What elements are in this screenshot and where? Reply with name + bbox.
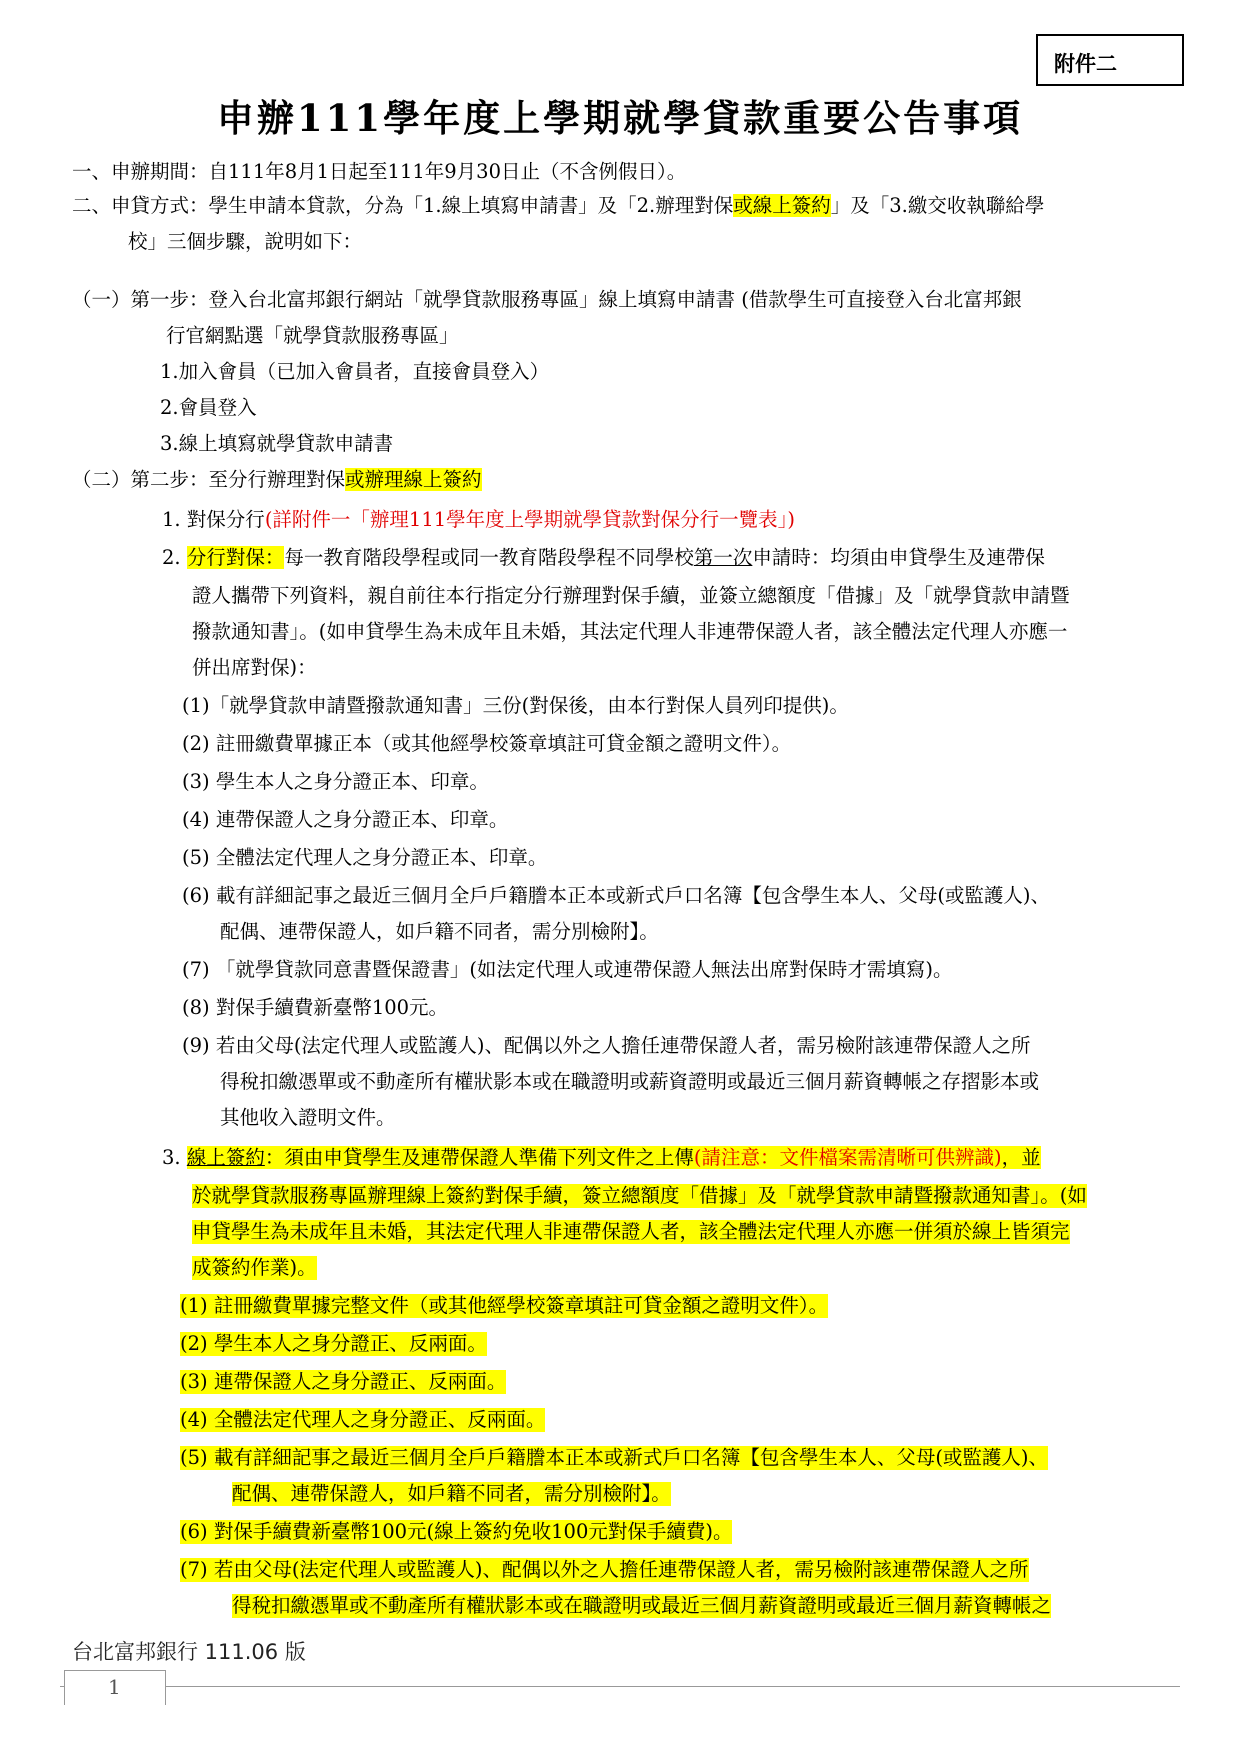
- text: （二）第二步：至分行辦理對保: [72, 468, 346, 491]
- text: 3.: [162, 1146, 187, 1169]
- highlight-text: ，並: [1001, 1146, 1041, 1169]
- highlight-text: 或辦理線上簽約: [345, 468, 482, 491]
- line-12: 證人攜帶下列資料，親自前往本行指定分行辦理對保手續，並簽立總額度「借據」及「就學貸款申請暨: [192, 584, 1070, 607]
- line-9: [72, 468, 482, 492]
- line-22: (7) 「就學貸款同意書暨保證書」(如法定代理人或連帶保證人無法出席對保時才需填寫)。: [182, 958, 953, 981]
- line-32: (2) 學生本人之身分證正、反兩面。: [180, 1332, 487, 1355]
- line-38: (7) 若由父母(法定代理人或監護人)、配偶以外之人擔任連帶保證人者，需另檢附該連帶保證人之所: [180, 1558, 1029, 1581]
- line-21: 配偶、連帶保證人，如戶籍不同者，需分別檢附】。: [220, 920, 659, 943]
- page-number: 1: [108, 1675, 121, 1699]
- line-28: 於就學貸款服務專區辦理線上簽約對保手續，簽立總額度「借據」及「就學貸款申請暨撥款通知書」。(如: [192, 1184, 1087, 1207]
- line-39: 得稅扣繳憑單或不動產所有權狀影本或在職證明或最近三個月薪資證明或最近三個月薪資轉帳之: [232, 1594, 1052, 1617]
- text: 申請時：均須由申貸學生及連帶保: [752, 546, 1045, 569]
- line-33: (3) 連帶保證人之身分證正、反兩面。: [180, 1370, 507, 1393]
- text: 2.: [162, 546, 187, 569]
- line-25: 得稅扣繳憑單或不動產所有權狀影本或在職證明或薪資證明或最近三個月薪資轉帳之存摺影本或: [220, 1070, 1040, 1093]
- highlight-red-text: (請注意：文件檔案需清晰可供辨識): [693, 1146, 1002, 1169]
- line-11: [162, 546, 1045, 570]
- line-1: 一、申辦期間：自111年8月1日起至111年9月30日止（不含例假日）。: [72, 160, 687, 183]
- highlight-text: 或線上簽約: [733, 194, 831, 217]
- footer-version: 台北富邦銀行 111.06 版: [72, 1640, 306, 1664]
- line-4: （一）第一步：登入台北富邦銀行網站「就學貸款服務專區」線上填寫申請書 (借款學生可直接登入台北富邦銀: [72, 288, 1022, 311]
- line-3: 校」三個步驟，說明如下：: [128, 230, 363, 253]
- attachment-label: 附件二: [1036, 34, 1184, 86]
- line-18: (4) 連帶保證人之身分證正本、印章。: [182, 808, 509, 831]
- highlight-text: ：須由申貸學生及連帶保證人準備下列文件之上傳: [264, 1146, 694, 1169]
- line-16: (2) 註冊繳費單據正本（或其他經學校簽章填註可貸金額之證明文件）。: [182, 732, 792, 755]
- underline-text: 第一次: [693, 546, 753, 569]
- text: 每一教育階段學程或同一教育階段學程不同學校: [284, 546, 694, 569]
- line-30: 成簽約作業)。: [192, 1256, 317, 1279]
- line-13: 撥款通知書」。(如申貸學生為未成年且未婚，其法定代理人非連帶保證人者，該全體法定代理人亦應一: [192, 620, 1068, 643]
- page-rule: [60, 1686, 1180, 1687]
- line-29: 申貸學生為未成年且未婚，其法定代理人非連帶保證人者，該全體法定代理人亦應一併須於線上皆須完: [192, 1220, 1070, 1243]
- line-14: 併出席對保)：: [192, 656, 317, 679]
- line-5: 行官網點選「就學貸款服務專區」: [166, 324, 459, 347]
- line-2: [72, 194, 1044, 218]
- line-15: (1)「就學貸款申請暨撥款通知書」三份(對保後，由本行對保人員列印提供)。: [182, 694, 849, 717]
- text: 」及「3.繳交收執聯給學: [830, 194, 1045, 217]
- line-8: 3.線上填寫就學貸款申請書: [160, 432, 394, 455]
- red-text: (詳附件一「辦理111學年度上學期就學貸款對保分行一覽表」): [264, 508, 795, 531]
- line-6: 1.加入會員（已加入會員者，直接會員登入）: [160, 360, 550, 383]
- line-27: [162, 1146, 1041, 1170]
- line-20: (6) 載有詳細記事之最近三個月全戶戶籍謄本正本或新式戶口名簿【包含學生本人、父母(或監護人)、: [182, 884, 1051, 907]
- highlight-text: 線上簽約: [186, 1146, 265, 1169]
- text: 二、申貸方式：學生申請本貸款，分為「1.線上填寫申請書」及「2.辦理對保: [72, 194, 734, 217]
- line-37: (6) 對保手續費新臺幣100元(線上簽約免收100元對保手續費)。: [180, 1520, 733, 1543]
- page-title: 申辦111學年度上學期就學貸款重要公告事項: [216, 96, 1024, 140]
- line-19: (5) 全體法定代理人之身分證正本、印章。: [182, 846, 548, 869]
- line-24: (9) 若由父母(法定代理人或監護人)、配偶以外之人擔任連帶保證人者，需另檢附該連帶保證人之所: [182, 1034, 1031, 1057]
- line-7: 2.會員登入: [160, 396, 257, 419]
- line-23: (8) 對保手續費新臺幣100元。: [182, 996, 449, 1019]
- line-10: [162, 508, 795, 532]
- line-31: (1) 註冊繳費單據完整文件（或其他經學校簽章填註可貸金額之證明文件）。: [180, 1294, 829, 1317]
- line-26: 其他收入證明文件。: [220, 1106, 396, 1129]
- line-34: (4) 全體法定代理人之身分證正、反兩面。: [180, 1408, 546, 1431]
- highlight-text: 分行對保：: [186, 546, 285, 569]
- line-36: 配偶、連帶保證人，如戶籍不同者，需分別檢附】。: [232, 1482, 671, 1505]
- line-17: (3) 學生本人之身分證正本、印章。: [182, 770, 489, 793]
- line-35: (5) 載有詳細記事之最近三個月全戶戶籍謄本正本或新式戶口名簿【包含學生本人、父母(或監護人)、: [180, 1446, 1049, 1469]
- text: 1. 對保分行: [162, 508, 265, 531]
